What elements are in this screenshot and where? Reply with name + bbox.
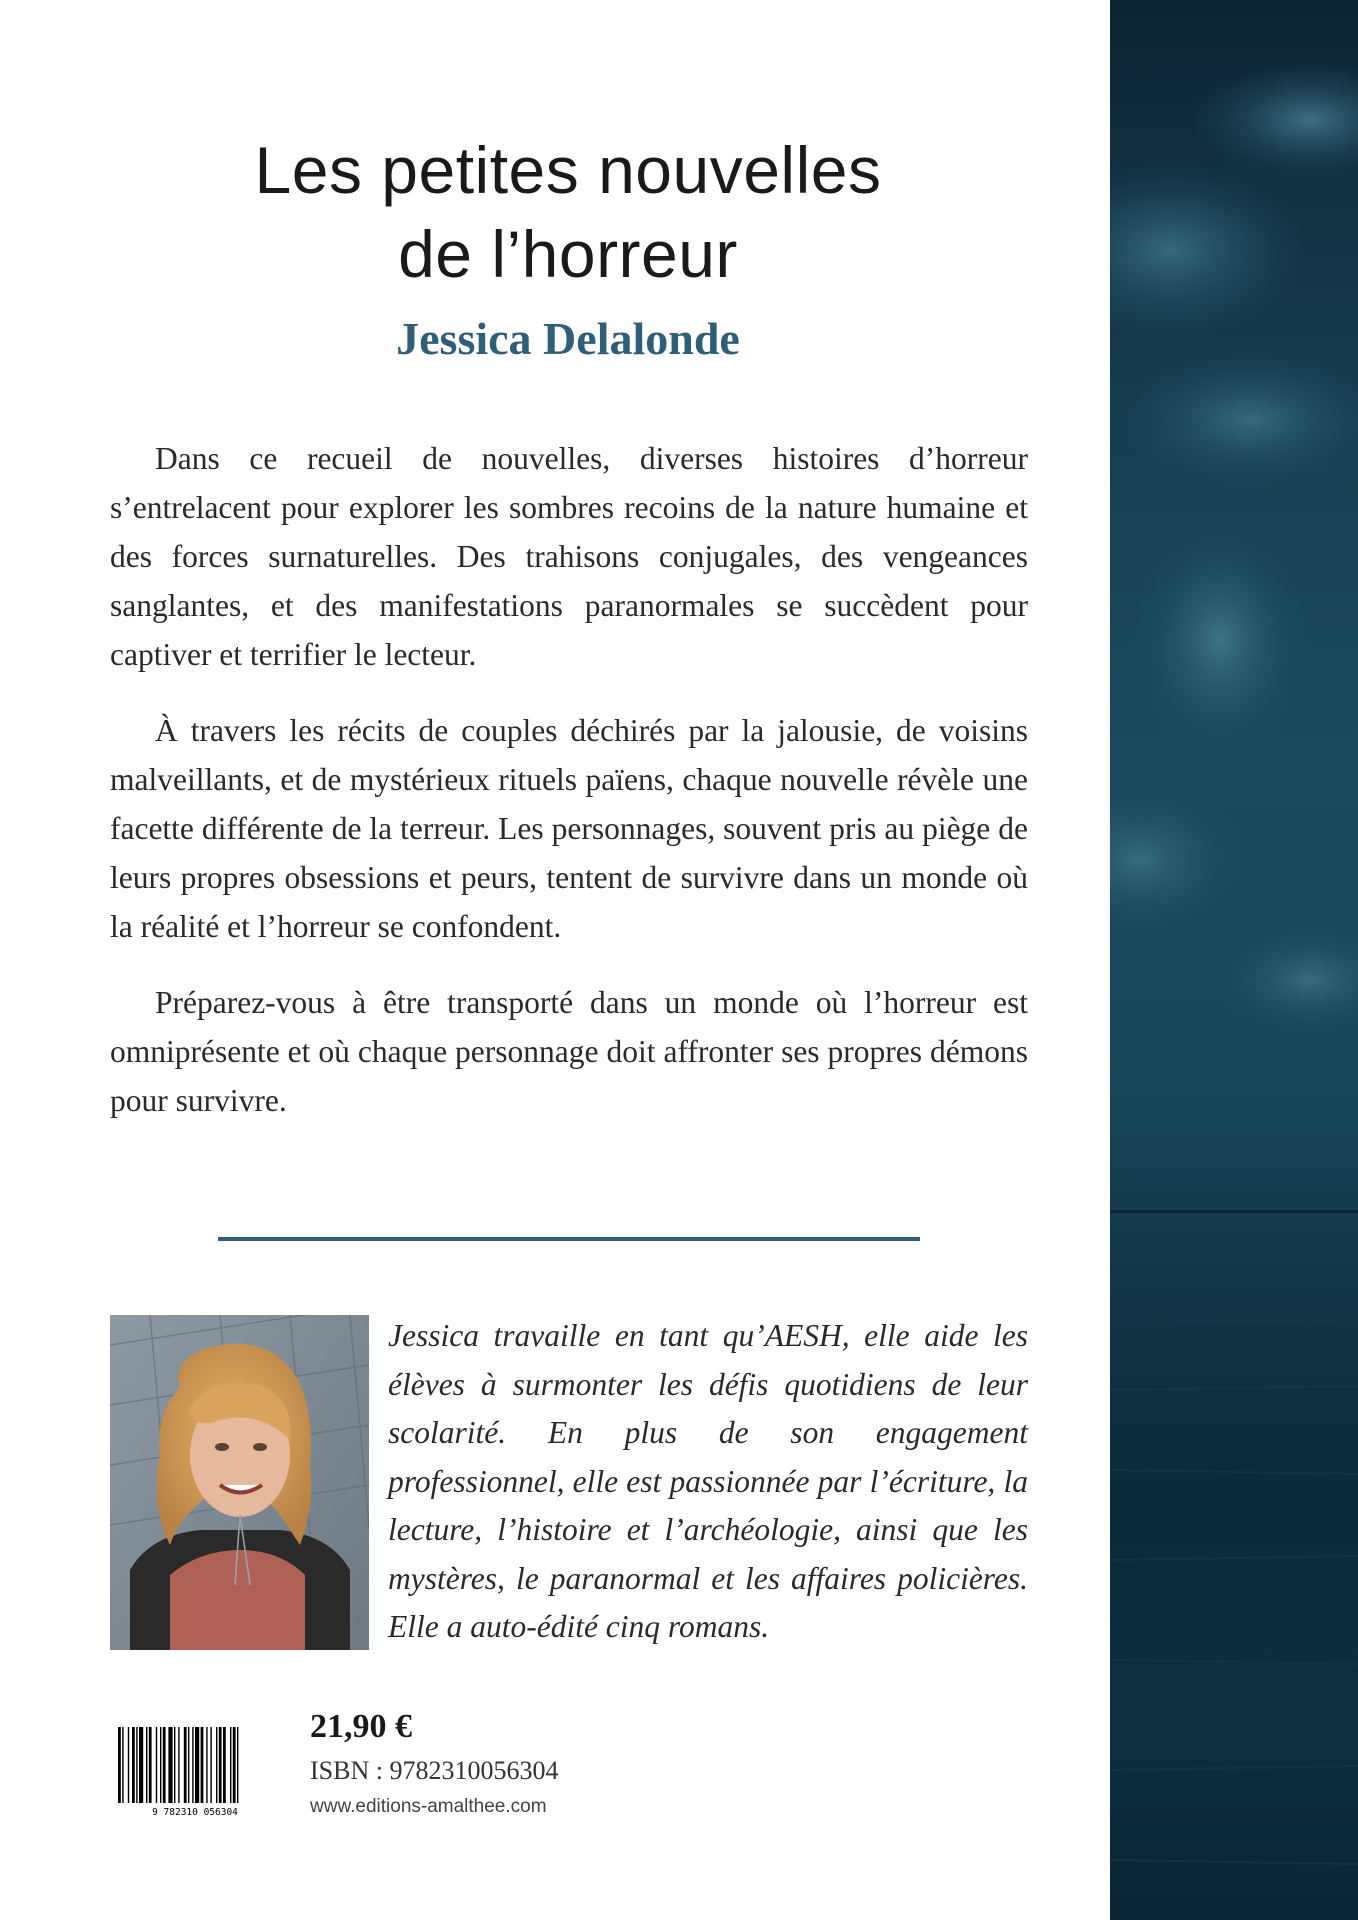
author-bio: Jessica travaille en tant qu’AESH, elle aide les élèves à surmonter les défis quotidiens de leur scolarité. En plus de son engagement professionnel, elle est passionnée par l’écriture, la lecture, l’histoire et l’archéologie, ainsi que les mystères, le paranormal et les affaires policières. Elle a auto-édité cinq romans. (388, 1318, 1028, 1644)
cover-spine-artwork (1110, 0, 1358, 1920)
barcode (110, 1725, 280, 1817)
synopsis-paragraph-1: Dans ce recueil de nouvelles, diverses histoires d’horreur s’entrelacent pour explorer les sombres recoins de la nature humaine et des forces surnaturelles. Des trahisons conjugales, des vengeances sanglantes, et des manifestations paranormales se succèdent pour captiver et terrifier le lecteur. (110, 441, 1028, 672)
price: 21,90 € (310, 1708, 412, 1745)
synopsis (110, 434, 1028, 1152)
synopsis-paragraph-2: À travers les récits de couples déchirés par la jalousie, de voisins malveillants, et de mystérieux rituels païens, chaque nouvelle révèle une facette différente de la terreur. Les personnages, souvent pris au piège de leurs propres obsessions et peurs, tentent de survivre dans un monde où la réalité et l’horreur se confondent. (110, 713, 1028, 944)
publisher-website[interactable]: www.editions-amalthee.com (310, 1796, 547, 1817)
divider (218, 1237, 920, 1241)
barcode-digits: 9 782310 056304 (152, 1807, 238, 1817)
title-line-2: de l’horreur (398, 217, 738, 291)
synopsis-paragraph-3: Préparez-vous à être transporté dans un monde où l’horreur est omniprésente et où chaque personnage doit affronter ses propres démons pour survivre. (110, 985, 1028, 1118)
author-name: Jessica Delalonde (396, 313, 740, 364)
book-title (0, 128, 1136, 296)
isbn: ISBN : 9782310056304 (310, 1756, 559, 1785)
title-line-1: Les petites nouvelles (254, 133, 882, 207)
author-photo (110, 1315, 369, 1650)
